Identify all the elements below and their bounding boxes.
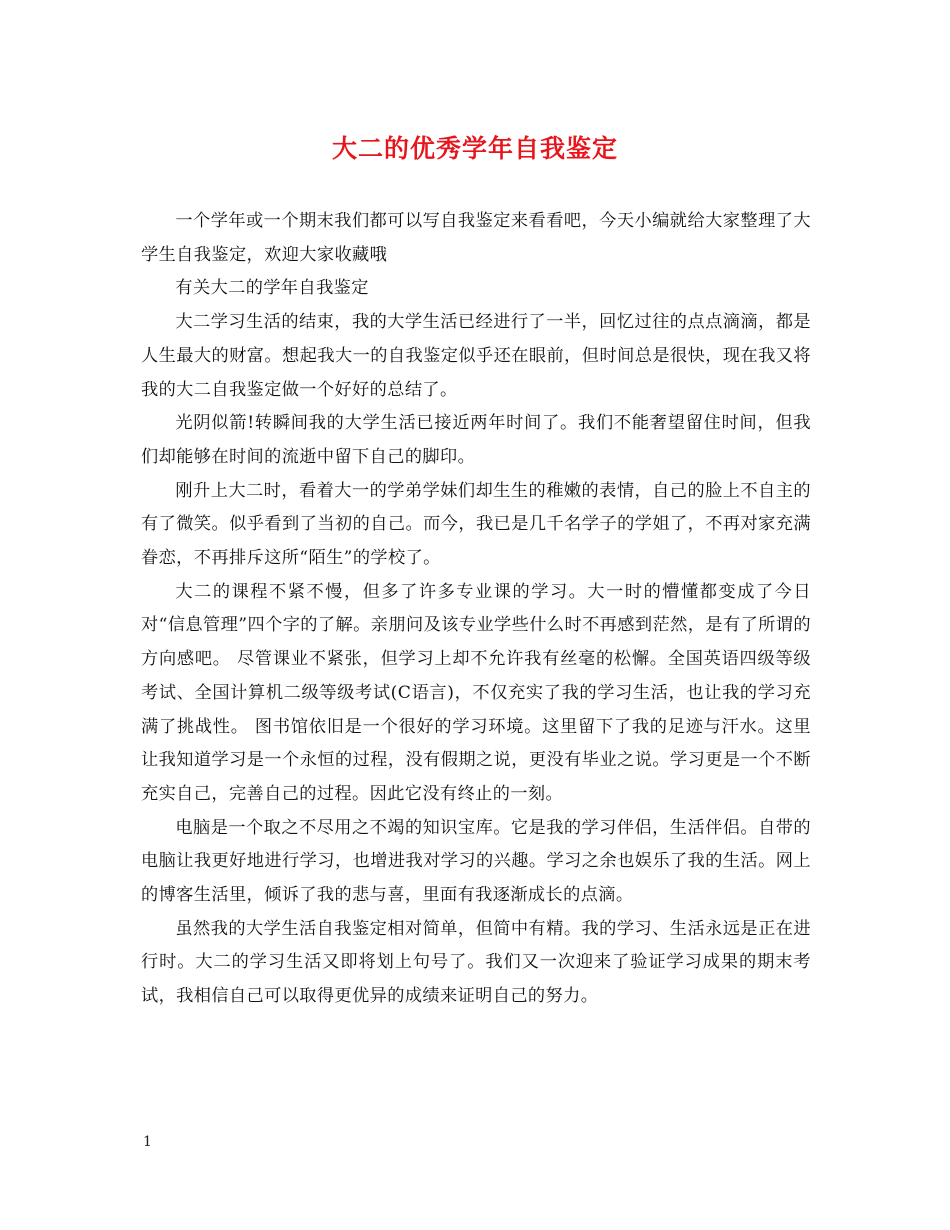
paragraph-6: 虽然我的大学生活自我鉴定相对简单，但简中有精。我的学习、生活永远是正在进行时。大二的学习生活又即将划上句号了。我们又一次迎来了验证学习成果的期末考试，我相信自己可以取得更优异的成绩来证明自己的努力。 [141, 918, 811, 1007]
document-title: 大二的优秀学年自我鉴定 [331, 134, 618, 163]
paragraph-5: 电脑是一个取之不尽用之不竭的知识宝库。它是我的学习伴侣，生活伴侣。自带的电脑让我更好地进行学习，也增进我对学习的兴趣。学习之余也娱乐了我的生活。网上的博客生活里，倾诉了我的悲与喜，里面有我逐渐成长的点滴。 [141, 817, 811, 906]
paragraph-3: 刚升上大二时，看着大一的学弟学妹们却生生的稚嫩的表情，自己的脸上不自主的有了微笑。似乎看到了当初的自己。而今，我已是几千名学子的学姐了，不再对家充满眷恋，不再排斥这所“陌生”的学校了。 [141, 480, 811, 569]
paragraph-subheading: 有关大二的学年自我鉴定 [175, 278, 369, 299]
page-number: 1 [143, 1134, 152, 1150]
paragraph-4: 大二的课程不紧不慢，但多了许多专业课的学习。大一时的懵懂都变成了今日对“信息管理”四个字的了解。亲朋问及该专业学些什么时不再感到茫然，是有了所谓的方向感吧。 尽管课业不紧张，但学习上却不允许我有丝毫的松懈。全国英语四级等级考试、全国计算机二级等级考试(C语言)，不仅充实了我的学习生活，也让我的学习充满了挑战性。 图书馆依旧是一个很好的学习环境。这里留下了我的足迹与汗水。这里让我知道学习是一个永恒的过程，没有假期之说，更没有毕业之说。学习更是一个不断充实自己，完善自己的过程。因此它没有终止的一刻。 [141, 581, 811, 804]
paragraph-2: 光阴似箭!转瞬间我的大学生活已接近两年时间了。我们不能奢望留住时间，但我们却能够在时间的流逝中留下自己的脚印。 [141, 413, 811, 467]
document-body [141, 205, 811, 1014]
paragraph-1: 大二学习生活的结束，我的大学生活已经进行了一半，回忆过往的点点滴滴，都是人生最大的财富。想起我大一的自我鉴定似乎还在眼前，但时间总是很快，现在我又将我的大二自我鉴定做一个好好的总结了。 [141, 312, 811, 400]
paragraph-intro: 一个学年或一个期末我们都可以写自我鉴定来看看吧，今天小编就给大家整理了大学生自我鉴定，欢迎大家收藏哦 [141, 211, 811, 265]
